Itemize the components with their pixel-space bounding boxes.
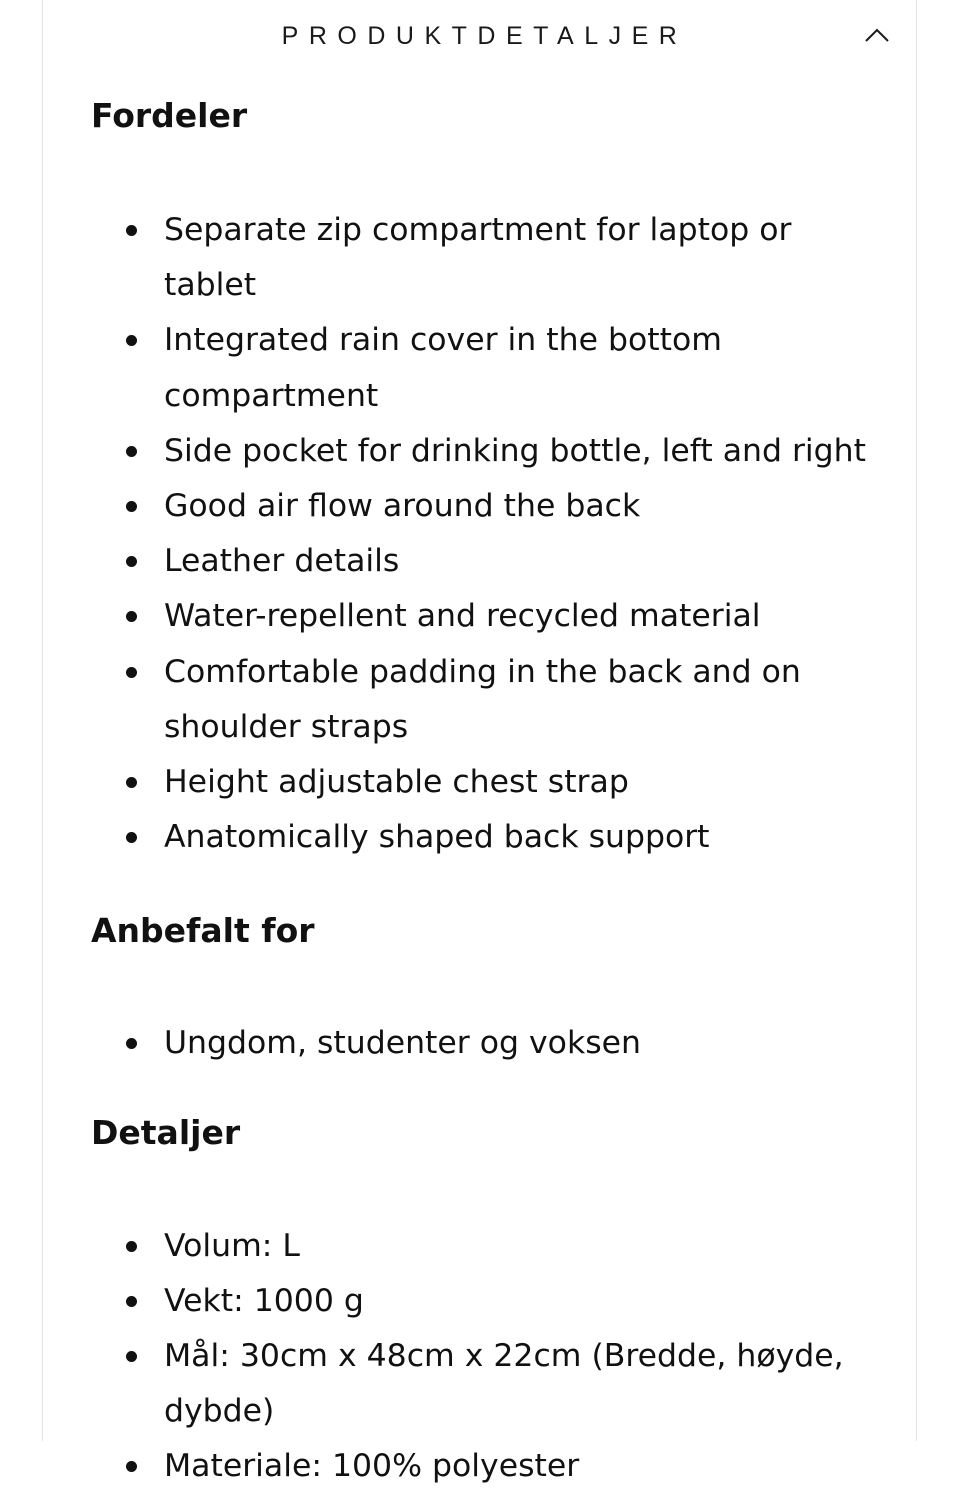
list-item: [91, 589, 891, 644]
bullet-icon: [126, 777, 137, 788]
list-item: [91, 755, 891, 810]
list-item: [91, 424, 891, 479]
anbefalt-list: [91, 1016, 891, 1071]
bullet-icon: [126, 501, 137, 512]
list-item: [91, 1219, 891, 1274]
bullet-icon: [126, 1461, 137, 1472]
bullet-icon: [126, 556, 137, 567]
list-item-text: Water-repellent and recycled material: [164, 598, 761, 635]
list-item: [91, 810, 891, 865]
accordion-title: PRODUKTDETALJER: [281, 22, 688, 50]
list-item-text: Side pocket for drinking bottle, left and right: [164, 432, 866, 469]
list-item-text: Materiale: 100% polyester: [164, 1448, 580, 1485]
list-item-text: Volum: L: [164, 1227, 300, 1264]
product-details-panel: [42, 0, 917, 1485]
bullet-icon: [126, 1241, 137, 1252]
list-item-text: Height adjustable chest strap: [164, 764, 629, 801]
section-title-detaljer: Detaljer: [91, 1112, 241, 1152]
list-item: [91, 313, 891, 423]
list-item-text: Mål: 30cm x 48cm x 22cm (Bredde, høyde, dybde): [164, 1338, 844, 1430]
list-item-text: Separate zip compartment for laptop or tablet: [164, 212, 792, 304]
list-item: [91, 1439, 891, 1494]
list-item-text: Ungdom, studenter og voksen: [164, 1025, 641, 1062]
section-title-fordeler: Fordeler: [91, 96, 248, 135]
chevron-up-icon[interactable]: [865, 27, 889, 43]
bullet-icon: [126, 611, 137, 622]
fordeler-list: [91, 203, 891, 865]
list-item: [91, 203, 891, 313]
detaljer-list: [91, 1219, 891, 1495]
list-item: [91, 645, 891, 755]
bullet-icon: [126, 446, 137, 457]
list-item: [91, 534, 891, 589]
list-item-text: Good air flow around the back: [164, 488, 641, 525]
product-details-accordion-header[interactable]: [43, 0, 916, 78]
bullet-icon: [126, 1038, 137, 1049]
bullet-icon: [126, 335, 137, 346]
list-item-text: Vekt: 1000 g: [164, 1282, 364, 1319]
bullet-icon: [126, 1351, 137, 1362]
list-item: [91, 1016, 891, 1071]
bullet-icon: [126, 225, 137, 236]
list-item: [91, 1274, 891, 1329]
list-item: [91, 479, 891, 534]
bullet-icon: [126, 667, 137, 678]
list-item-text: Integrated rain cover in the bottom compartment: [164, 322, 722, 414]
list-item-text: Anatomically shaped back support: [164, 819, 710, 856]
list-item: [91, 1329, 891, 1439]
section-title-anbefalt-for: Anbefalt for: [91, 911, 315, 951]
product-details-content: [91, 93, 891, 1495]
list-item-text: Comfortable padding in the back and on shoulder straps: [164, 653, 801, 745]
bullet-icon: [126, 1296, 137, 1307]
list-item-text: Leather details: [164, 543, 400, 580]
bullet-icon: [126, 832, 137, 843]
